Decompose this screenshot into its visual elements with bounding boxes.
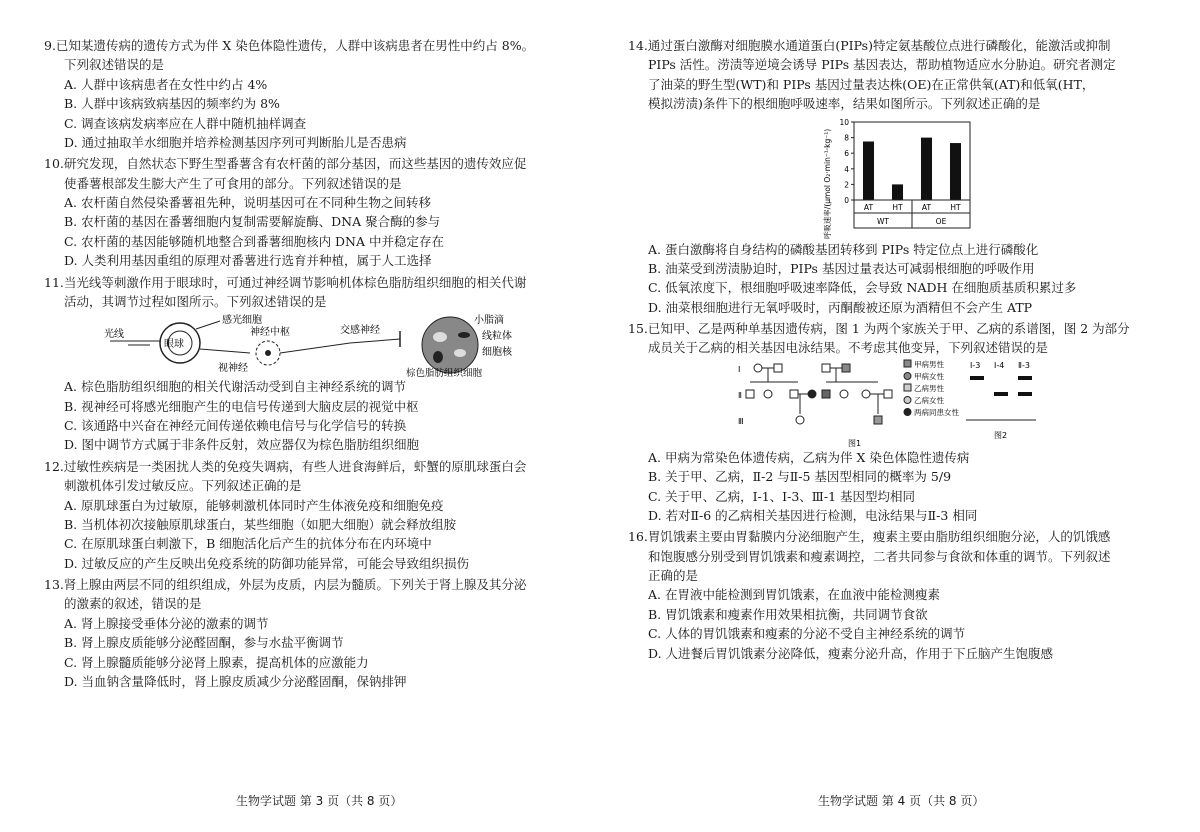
y-tick-label: 2 bbox=[844, 179, 849, 189]
y-tick-label: 6 bbox=[844, 148, 849, 158]
legend-item-5: 两病同患女性 bbox=[914, 407, 959, 417]
gel-label-1: Ⅰ-3 bbox=[970, 360, 981, 370]
brown-fat-cell-icon bbox=[422, 317, 478, 373]
question-stem: 14.通过蛋白激酶对细胞膜水通道蛋白(PIPs)特定氨基酸位点进行磷酸化，能激活或抑制 bbox=[628, 38, 1111, 53]
option-d: D. 人类利用基因重组的原理对番薯进行选育并种植，属于人工选择 bbox=[64, 253, 432, 269]
option-c: C. 在原肌球蛋白刺激下，B 细胞活化后产生的抗体分布在内环境中 bbox=[64, 536, 432, 552]
bar bbox=[950, 143, 961, 200]
question-stem-cont: 成员关于乙病的相关基因电泳结果。不考虑其他变异，下列叙述错误的是 bbox=[648, 340, 1049, 356]
option-b: B. 当机体初次接触原肌球蛋白，某些细胞（如肥大细胞）就会释放组胺 bbox=[64, 516, 457, 532]
y-tick-label: 0 bbox=[844, 195, 849, 205]
option-b: B. 关于甲、乙病，Ⅱ-2 与Ⅱ-5 基因型相同的概率为 5/9 bbox=[648, 469, 952, 485]
legend-item-3: 乙病男性 bbox=[914, 383, 944, 393]
question-stem: 15.已知甲、乙是两种单基因遗传病，图 1 为两个家族关于甲、乙病的系谱图，图 2 为部分 bbox=[628, 321, 1130, 336]
question-stem: 10.研究发现，自然状态下野生型番薯含有农杆菌的部分基因，而这些基因的遗传效应促 bbox=[44, 156, 527, 172]
question-stem-cont: 下列叙述错误的是 bbox=[64, 57, 165, 73]
question-stem-cont: 和饱腹感分别受到胃饥饿素和瘦素调控，二者共同参与食欲和体重的调节。下列叙述 bbox=[648, 548, 1111, 564]
x-tick-label: HT bbox=[892, 202, 903, 212]
question-stem-cont: 正确的是 bbox=[648, 568, 699, 583]
question-stem: 12.过敏性疾病是一类困扰人类的免疫失调病，有些人进食海鲜后，虾蟹的原肌球蛋白会 bbox=[44, 458, 527, 474]
question-9 bbox=[44, 36, 584, 152]
option-d: D. 当血钠含量降低时，肾上腺皮质减少分泌醛固酮，保钠排钾 bbox=[64, 673, 407, 689]
option-a: A. 原肌球蛋白为过敏原，能够刺激机体同时产生体液免疫和细胞免疫 bbox=[64, 497, 444, 513]
respiration-chart bbox=[820, 114, 1156, 240]
option-a: A. 甲病为常染色体遗传病，乙病为伴 X 染色体隐性遗传病 bbox=[648, 449, 970, 465]
option-d: D. 若对Ⅱ-6 的乙病相关基因进行检测，电泳结果与Ⅱ-3 相同 bbox=[648, 507, 978, 523]
legend-item-4: 乙病女性 bbox=[914, 395, 944, 405]
y-tick-label: 4 bbox=[844, 164, 849, 174]
bar bbox=[892, 184, 903, 200]
option-d: D. 图中调节方式属于非条件反射，效应器仅为棕色脂肪组织细胞 bbox=[64, 437, 420, 453]
fig1-label: 图1 bbox=[848, 438, 862, 448]
fig2-label: 图2 bbox=[994, 430, 1008, 440]
question-stem-cont: PIPs 活性。涝渍等逆境会诱导 PIPs 基因表达，帮助植物适应水分胁迫。研究者测定 bbox=[648, 57, 1116, 73]
neural-pathway-figure bbox=[100, 313, 584, 377]
neural-pathway-diagram bbox=[100, 313, 520, 377]
optic-nerve-label: 视神经 bbox=[218, 363, 248, 375]
sympathetic-label: 交感神经 bbox=[340, 325, 380, 337]
option-a: A. 人群中该病患者在女性中约占 4% bbox=[64, 76, 268, 92]
question-11 bbox=[44, 273, 584, 455]
option-a: A. 农杆菌自然侵染番薯祖先种，说明基因可在不同种生物之间转移 bbox=[64, 195, 431, 210]
option-c: C. 人体的胃饥饿素和瘦素的分泌不受自主神经系统的调节 bbox=[648, 626, 966, 642]
group-label: WT bbox=[877, 216, 889, 226]
question-15 bbox=[628, 319, 1156, 525]
gel-label-3: Ⅱ-3 bbox=[1018, 360, 1030, 370]
option-c: C. 关于甲、乙病，Ⅰ-1、Ⅰ-3、Ⅲ-1 基因型均相同 bbox=[648, 488, 915, 504]
option-d: D. 过敏反应的产生反映出免疫系统的防御功能异常，可能会导致组织损伤 bbox=[64, 555, 470, 571]
y-tick-label: 8 bbox=[844, 133, 849, 143]
option-a: A. 棕色脂肪组织细胞的相关代谢活动受到自主神经系统的调节 bbox=[64, 379, 406, 395]
option-d: D. 人进餐后胃饥饿素分泌降低，瘦素分泌升高，作用于下丘脑产生饱腹感 bbox=[648, 645, 1054, 661]
nucleus-label: 细胞核 bbox=[482, 347, 512, 359]
option-a: A. 肾上腺接受垂体分泌的激素的调节 bbox=[64, 615, 269, 631]
question-stem-cont: 刺激机体引发过敏反应。下列叙述正确的是 bbox=[64, 478, 302, 494]
bar-chart bbox=[820, 114, 980, 240]
question-stem: 11.当光线等刺激作用于眼球时，可通过神经调节影响机体棕色脂肪组织细胞的相关代谢 bbox=[44, 274, 527, 290]
option-c: C. 低氧浓度下，根细胞呼吸速率降低，会导致 NADH 在细胞质基质积累过多 bbox=[648, 280, 1077, 296]
photoreceptor-label: 感光细胞 bbox=[222, 315, 262, 327]
right-page bbox=[628, 36, 1156, 665]
question-stem: 16.胃饥饿素主要由胃黏膜内分泌细胞产生，瘦素主要由脂肪组织细胞分泌，人的饥饿感 bbox=[628, 529, 1111, 545]
question-stem: 9.已知某遗传病的遗传方式为伴 X 染色体隐性遗传，人群中该病患者在男性中约占 8%。 bbox=[44, 38, 535, 53]
gen-label-3: Ⅲ bbox=[738, 416, 744, 426]
mitochondria-label: 线粒体 bbox=[482, 331, 512, 343]
fat-droplet-label: 小脂滴 bbox=[474, 315, 504, 327]
bar bbox=[863, 141, 874, 200]
option-b: B. 视神经可将感光细胞产生的电信号传递到大脑皮层的视觉中枢 bbox=[64, 398, 419, 414]
y-axis-label: 呼吸速率/(μmol O₂·min⁻¹·kg⁻¹) bbox=[823, 128, 832, 239]
question-stem-cont: 的激素的叙述，错误的是 bbox=[64, 596, 202, 612]
x-tick-label: AT bbox=[863, 202, 874, 212]
gel-label-2: Ⅰ-4 bbox=[994, 360, 1005, 370]
nerve-center-label: 神经中枢 bbox=[250, 327, 290, 339]
option-d: D. 油菜根细胞进行无氧呼吸时，丙酮酸被还原为酒精但不会产生 ATP bbox=[648, 299, 1033, 315]
group-label: OE bbox=[935, 216, 947, 226]
question-stem-cont: 了油菜的野生型(WT)和 PIPs 基因过量表达株(OE)在正常供氧(AT)和低氧(HT， bbox=[648, 76, 1095, 92]
option-b: B. 农杆菌的基因在番薯细胞内复制需要解旋酶、DNA 聚合酶的参与 bbox=[64, 214, 441, 230]
x-tick-label: AT bbox=[921, 202, 932, 212]
question-stem-cont: 使番薯根部发生膨大产生了可食用的部分。下列叙述错误的是 bbox=[64, 175, 402, 191]
page-footer-left: 生物学试题 第 3 页（共 8 页） bbox=[236, 794, 403, 808]
option-c: C. 该通路中兴奋在神经元间传递依赖电信号与化学信号的转换 bbox=[64, 418, 407, 433]
option-a: A. 蛋白激酶将自身结构的磷酸基团转移到 PIPs 特定位点上进行磷酸化 bbox=[648, 241, 1039, 257]
question-12 bbox=[44, 457, 584, 573]
option-b: B. 胃饥饿素和瘦素作用效果相抗衡，共同调节食欲 bbox=[648, 606, 928, 622]
eye-label: 眼球 bbox=[164, 339, 184, 351]
option-d: D. 通过抽取羊水细胞并培养检测基因序列可判断胎儿是否患病 bbox=[64, 134, 407, 150]
legend-item-1: 甲病男性 bbox=[914, 359, 944, 369]
pedigree-diagram bbox=[738, 358, 1038, 448]
left-page bbox=[44, 36, 584, 693]
question-16 bbox=[628, 527, 1156, 663]
brown-fat-label: 棕色脂肪组织细胞 bbox=[406, 368, 483, 378]
page-footer-right: 生物学试题 第 4 页（共 8 页） bbox=[818, 794, 985, 808]
x-tick-label: HT bbox=[950, 202, 961, 212]
y-tick-label: 10 bbox=[839, 117, 849, 127]
option-c: C. 肾上腺髓质能够分泌肾上腺素，提高机体的应激能力 bbox=[64, 654, 369, 670]
question-stem: 13.肾上腺由两层不同的组织组成，外层为皮质，内层为髓质。下列关于肾上腺及其分泌 bbox=[44, 577, 527, 592]
question-stem-cont: 模拟涝渍)条件下的根细胞呼吸速率，结果如图所示。下列叙述正确的是 bbox=[648, 96, 1041, 112]
option-c: C. 调查该病发病率应在人群中随机抽样调查 bbox=[64, 115, 307, 131]
option-c: C. 农杆菌的基因能够随机地整合到番薯细胞核内 DNA 中并稳定存在 bbox=[64, 233, 444, 249]
question-14 bbox=[628, 36, 1156, 317]
option-a: A. 在胃液中能检测到胃饥饿素，在血液中能检测瘦素 bbox=[648, 587, 940, 603]
option-b: B. 肾上腺皮质能够分泌醛固酮，参与水盐平衡调节 bbox=[64, 635, 344, 651]
question-stem-cont: 活动，其调节过程如图所示。下列叙述错误的是 bbox=[64, 293, 327, 309]
bar bbox=[921, 137, 932, 199]
option-b: B. 人群中该病致病基因的频率约为 8% bbox=[64, 96, 280, 112]
light-label: 光线 bbox=[104, 329, 124, 341]
gen-label-1: Ⅰ bbox=[738, 364, 741, 374]
question-10 bbox=[44, 154, 584, 270]
question-13 bbox=[44, 575, 584, 691]
gen-label-2: Ⅱ bbox=[738, 390, 742, 400]
legend-item-2: 甲病女性 bbox=[914, 371, 944, 381]
option-b: B. 油菜受到涝渍胁迫时，PIPs 基因过量表达可减弱根细胞的呼吸作用 bbox=[648, 260, 1035, 276]
pedigree-figure bbox=[738, 358, 1156, 448]
